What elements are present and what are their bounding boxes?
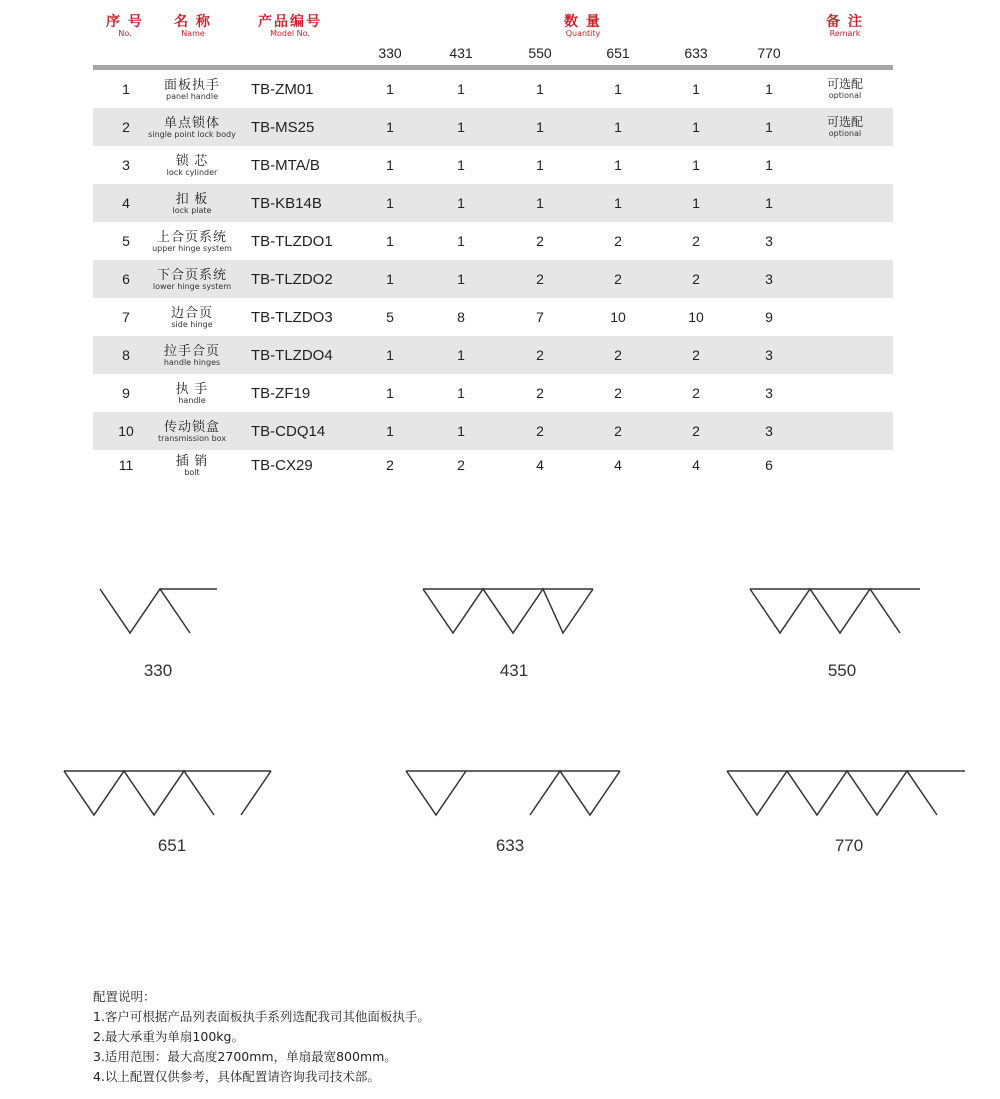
quantity-cell: 2 [692, 271, 700, 287]
quantity-cell: 1 [386, 119, 394, 135]
notes-title: 配置说明： [93, 989, 156, 1004]
door-leaf-fold [530, 771, 620, 815]
quantity-cell: 4 [692, 457, 700, 473]
part-name-en: side hinge [171, 319, 213, 329]
header-no-zh: 序 号 [106, 13, 144, 29]
part-name-zh: 锁 芯 [175, 152, 209, 168]
quantity-cell: 1 [386, 385, 394, 401]
remark-cell [811, 298, 879, 336]
quantity-cell: 2 [614, 271, 622, 287]
header-model-en: Model No. [270, 29, 310, 38]
diagram-label-431: 431 [499, 661, 529, 680]
model-number: TB-TLZDO2 [251, 270, 333, 288]
part-name [143, 70, 241, 108]
table-row [93, 374, 893, 412]
quantity-cell: 1 [457, 271, 465, 287]
quantity-cell: 5 [386, 309, 394, 325]
config-header-0: 330 [378, 45, 402, 61]
quantity-cell: 2 [692, 423, 700, 439]
part-name-en: bolt [184, 467, 200, 477]
quantity-cell: 1 [692, 119, 700, 135]
quantity-cell: 1 [386, 423, 394, 439]
remark-cell [811, 450, 879, 480]
quantity-cell: 2 [536, 271, 544, 287]
remark-cell [811, 184, 879, 222]
quantity-cell: 1 [457, 119, 465, 135]
row-number: 3 [122, 157, 130, 173]
model-number: TB-MTA/B [251, 156, 320, 174]
diagram-431 [423, 589, 593, 633]
header-remark [815, 14, 875, 38]
header-quantity-en: Quantity [565, 29, 601, 38]
quantity-cell: 2 [536, 423, 544, 439]
config-header-1: 431 [449, 45, 473, 61]
quantity-cell: 1 [614, 119, 622, 135]
quantity-cell: 2 [614, 347, 622, 363]
quantity-cell: 1 [386, 233, 394, 249]
header-name-en: Name [181, 29, 205, 38]
table-row [93, 222, 893, 260]
quantity-cell: 2 [614, 233, 622, 249]
quantity-cell: 1 [614, 157, 622, 173]
model-number: TB-TLZDO3 [251, 308, 333, 326]
quantity-cell: 2 [457, 457, 465, 473]
header-remark-zh: 备 注 [826, 13, 864, 29]
remark-cell [811, 412, 879, 450]
quantity-cell: 1 [457, 81, 465, 97]
diagram-label-651: 651 [157, 836, 187, 855]
quantity-cell: 3 [765, 347, 773, 363]
quantity-cell: 1 [765, 119, 773, 135]
quantity-cell: 1 [457, 385, 465, 401]
quantity-cell: 1 [765, 195, 773, 211]
quantity-cell: 1 [536, 157, 544, 173]
door-leaf-fold [423, 589, 593, 633]
row-number: 5 [122, 233, 130, 249]
row-number: 2 [122, 119, 130, 135]
remark-cell [811, 146, 879, 184]
table-row [93, 298, 893, 336]
diagram-633 [406, 771, 620, 815]
quantity-cell: 1 [692, 157, 700, 173]
quantity-cell: 1 [536, 195, 544, 211]
part-name-en: upper hinge system [152, 243, 232, 253]
header-quantity [548, 14, 618, 38]
row-number: 6 [122, 271, 130, 287]
configuration-notes [93, 987, 913, 1087]
quantity-cell: 1 [457, 195, 465, 211]
remark-cell [811, 336, 879, 374]
diagram-550 [750, 589, 920, 633]
door-leaf-fold [727, 771, 937, 815]
quantity-cell: 1 [457, 347, 465, 363]
header-name [160, 14, 226, 38]
table-row [93, 260, 893, 298]
quantity-cell: 2 [614, 423, 622, 439]
part-name [143, 184, 241, 222]
note-item-1: 1.客户可根据产品列表面板执手系列选配我司其他面板执手。 [93, 1009, 430, 1024]
part-name-zh: 上合页系统 [156, 228, 227, 244]
configuration-diagrams [0, 575, 1000, 875]
row-number: 9 [122, 385, 130, 401]
header-quantity-zh: 数 量 [564, 13, 602, 29]
quantity-cell: 1 [536, 119, 544, 135]
quantity-cell: 2 [692, 347, 700, 363]
part-name-en: handle [178, 395, 206, 405]
door-leaf-fold [750, 589, 900, 633]
part-name [143, 146, 241, 184]
table-row [93, 412, 893, 450]
header-model [248, 14, 332, 38]
quantity-cell: 2 [692, 385, 700, 401]
part-name-zh: 拉手合页 [163, 342, 220, 358]
part-name-zh: 单点锁体 [163, 114, 220, 130]
quantity-cell: 10 [688, 309, 704, 325]
part-name-en: lock cylinder [166, 167, 218, 177]
model-number: TB-CX29 [251, 456, 313, 474]
header-no [100, 14, 150, 38]
quantity-cell: 1 [536, 81, 544, 97]
quantity-cell: 2 [536, 347, 544, 363]
quantity-cell: 1 [765, 81, 773, 97]
part-name-en: panel handle [165, 91, 218, 101]
config-header-5: 770 [757, 45, 781, 61]
config-header-3: 651 [606, 45, 630, 61]
model-number: TB-TLZDO1 [251, 232, 333, 250]
part-name [143, 298, 241, 336]
quantity-cell: 1 [386, 157, 394, 173]
remark-cell [811, 222, 879, 260]
quantity-cell: 9 [765, 309, 773, 325]
quantity-cell: 2 [536, 385, 544, 401]
quantity-cell: 2 [536, 233, 544, 249]
diagram-label-330: 330 [143, 661, 173, 680]
diagram-651 [64, 771, 271, 815]
quantity-cell: 8 [457, 309, 465, 325]
remark-en: optional [828, 129, 862, 138]
quantity-cell: 1 [614, 81, 622, 97]
table-row [93, 450, 893, 480]
diagram-label-550: 550 [827, 661, 857, 680]
remark-en: optional [828, 91, 862, 100]
quantity-cell: 1 [386, 195, 394, 211]
door-leaf-fold [64, 771, 214, 815]
table-row [93, 336, 893, 374]
diagram-label-770: 770 [834, 836, 864, 855]
model-number: TB-CDQ14 [251, 422, 326, 440]
config-header-4: 633 [684, 45, 708, 61]
part-name [143, 260, 241, 298]
table-row [93, 70, 893, 108]
door-leaf-fold [406, 771, 466, 815]
row-number: 7 [122, 309, 130, 325]
table-row [93, 184, 893, 222]
model-number: TB-ZM01 [251, 80, 314, 98]
part-name-en: transmission box [157, 433, 227, 443]
config-header-2: 550 [528, 45, 552, 61]
quantity-cell: 4 [536, 457, 544, 473]
quantity-cell: 3 [765, 423, 773, 439]
model-number: TB-KB14B [251, 194, 322, 212]
header-model-zh: 产品编号 [258, 13, 322, 29]
quantity-cell: 7 [536, 309, 544, 325]
part-name-zh: 插 销 [175, 452, 209, 468]
row-number: 1 [122, 81, 130, 97]
remark-zh: 可选配 [826, 77, 863, 91]
part-name [143, 222, 241, 260]
quantity-cell: 1 [692, 81, 700, 97]
remark-cell [811, 108, 879, 146]
part-name [143, 108, 241, 146]
part-name-zh: 下合页系统 [156, 266, 227, 282]
model-number: TB-TLZDO4 [251, 346, 333, 364]
quantity-cell: 2 [386, 457, 394, 473]
header-remark-en: Remark [829, 29, 861, 38]
quantity-cell: 2 [692, 233, 700, 249]
part-name-zh: 扣 板 [175, 190, 209, 206]
remark-cell [811, 260, 879, 298]
quantity-cell: 3 [765, 385, 773, 401]
quantity-cell: 3 [765, 233, 773, 249]
remark-cell [811, 70, 879, 108]
part-name-zh: 面板执手 [163, 76, 220, 92]
quantity-cell: 10 [610, 309, 626, 325]
note-item-4: 4.以上配置仅供参考，具体配置请咨询我司技术部。 [93, 1069, 380, 1084]
diagram-330 [100, 589, 217, 633]
quantity-cell: 1 [692, 195, 700, 211]
part-name-zh: 边合页 [170, 304, 213, 320]
quantity-cell: 1 [457, 233, 465, 249]
table-row [93, 146, 893, 184]
diagram-770 [727, 771, 965, 815]
quantity-cell: 2 [614, 385, 622, 401]
quantity-cell: 1 [457, 423, 465, 439]
part-name-en: lock plate [172, 205, 212, 215]
part-name-zh: 执 手 [175, 380, 209, 396]
part-name [143, 374, 241, 412]
row-number: 11 [118, 457, 134, 473]
parts-table [93, 70, 893, 480]
quantity-cell: 4 [614, 457, 622, 473]
quantity-cell: 1 [765, 157, 773, 173]
header-no-en: No. [118, 29, 132, 38]
part-name [143, 412, 241, 450]
part-name-en: lower hinge system [152, 281, 232, 291]
table-row [93, 108, 893, 146]
door-leaf-fold [100, 589, 190, 633]
model-number: TB-ZF19 [251, 384, 311, 402]
quantity-cell: 6 [765, 457, 773, 473]
remark-cell [811, 374, 879, 412]
door-leaf-fold [241, 771, 271, 815]
part-name-en: handle hinges [163, 357, 221, 367]
quantity-cell: 1 [457, 157, 465, 173]
quantity-cell: 1 [386, 347, 394, 363]
quantity-cell: 1 [386, 271, 394, 287]
model-number: TB-MS25 [251, 118, 315, 136]
diagram-label-633: 633 [495, 836, 525, 855]
row-number: 8 [122, 347, 130, 363]
part-name [143, 336, 241, 374]
part-name [143, 450, 241, 480]
quantity-cell: 1 [386, 81, 394, 97]
remark-zh: 可选配 [826, 115, 863, 129]
part-name-zh: 传动锁盒 [163, 418, 220, 434]
row-number: 10 [118, 423, 134, 439]
note-item-3: 3.适用范围：最大高度2700mm，单扇最宽800mm。 [93, 1049, 397, 1064]
row-number: 4 [122, 195, 130, 211]
quantity-cell: 3 [765, 271, 773, 287]
part-name-en: single point lock body [148, 129, 236, 139]
quantity-cell: 1 [614, 195, 622, 211]
header-name-zh: 名 称 [174, 13, 212, 29]
note-item-2: 2.最大承重为单扇100kg。 [93, 1029, 244, 1044]
